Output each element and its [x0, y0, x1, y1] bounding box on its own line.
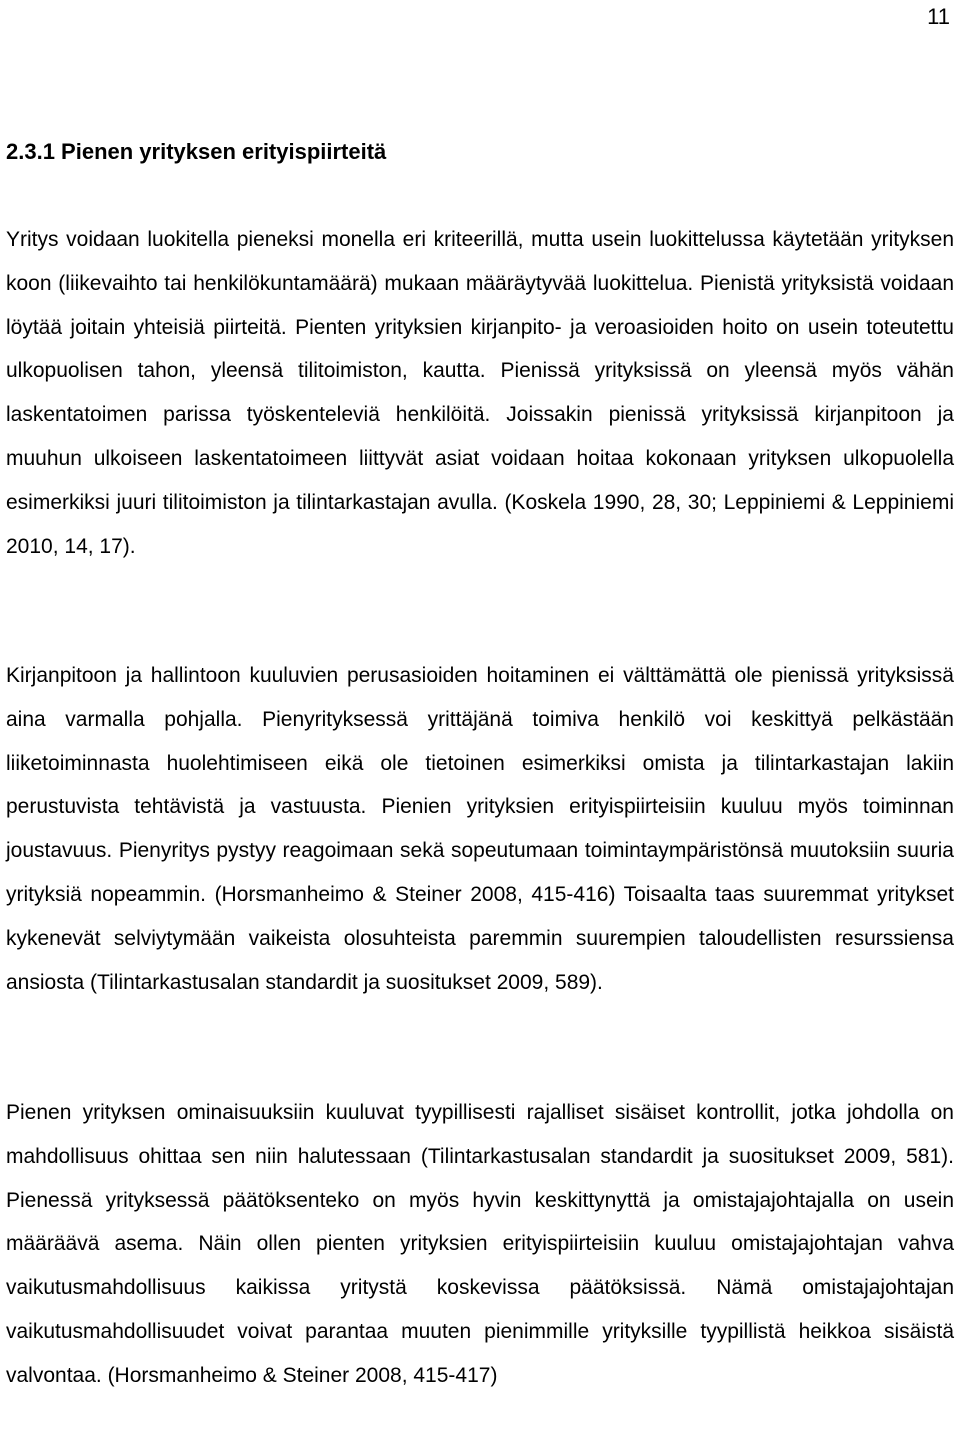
- paragraph-3: Pienen yrityksen ominaisuuksiin kuuluvat tyypillisesti rajalliset sisäiset kontrollit, jotka johdolla on mahdollisuus ohittaa sen niin halutessaan (Tilintarkastusalan standardit ja suositukset 2009, 581). Pienessä yrityksessä päätöksenteko on myös hyvin keskittynyttä ja omistajajohtajalla on usein määräävä asema. Näin ollen pienten yrityksien erityispiirteisiin kuuluu omistajajohtajan vahva vaikutusmahdollisuus kaikissa yritystä koskevissa päätöksissä. Nämä omistajajohtajan vaikutusmahdollisuudet voivat parantaa muuten pienimmille yrityksille tyypillistä heikkoa sisäistä valvontaa. (Horsmanheimo & Steiner 2008, 415-417): [6, 1101, 954, 1387]
- paragraph-2: Kirjanpitoon ja hallintoon kuuluvien perusasioiden hoitaminen ei välttämättä ole pienissä yrityksissä aina varmalla pohjalla. Pienyrityksessä yrittäjänä toimiva henkilö voi keskittyä pelkästään liiketoiminnasta huolehtimiseen eikä ole tietoinen esimerkiksi omista ja tilintarkastajan lakiin perustuvista tehtävistä ja vastuusta. Pienien yrityksien erityispiirteisiin kuuluu myös toiminnan joustavuus. Pienyritys pystyy reagoimaan sekä sopeutumaan toimintaympäristönsä muutoksiin suuria yrityksiä nopeammin. (Horsmanheimo & Steiner 2008, 415-416) Toisaalta taas suuremmat yritykset kykenevät selviytymään vaikeista olosuhteista paremmin suurempien taloudellisten resurssiensa ansiosta (Tilintarkastusalan standardit ja suositukset 2009, 589).: [6, 664, 954, 994]
- paragraph-1: Yritys voidaan luokitella pieneksi monella eri kriteerillä, mutta usein luokittelussa käytetään yrityksen koon (liikevaihto tai henkilökuntamäärä) mukaan määräytyvää luokittelua. Pienistä yrityksistä voidaan löytää joitain yhteisiä piirteitä. Pienten yrityksien kirjanpito- ja veroasioiden hoito on usein toteutettu ulkopuolisen tahon, yleensä tilitoimiston, kautta. Pienissä yrityksissä on yleensä myös vähän laskentatoimen parissa työskenteleviä henkilöitä. Joissakin pienissä yrityksissä kirjanpitoon ja muuhun ulkoiseen laskentatoimeen liittyvät asiat voidaan hoitaa kokonaan yrityksen ulkopuolella esimerkiksi juuri tilitoimiston ja tilintarkastajan avulla. (Koskela 1990, 28, 30; Leppiniemi & Leppiniemi 2010, 14, 17).: [6, 228, 954, 558]
- section-heading: 2.3.1 Pienen yrityksen erityispiirteitä: [6, 139, 387, 164]
- page-number: 11: [927, 4, 950, 29]
